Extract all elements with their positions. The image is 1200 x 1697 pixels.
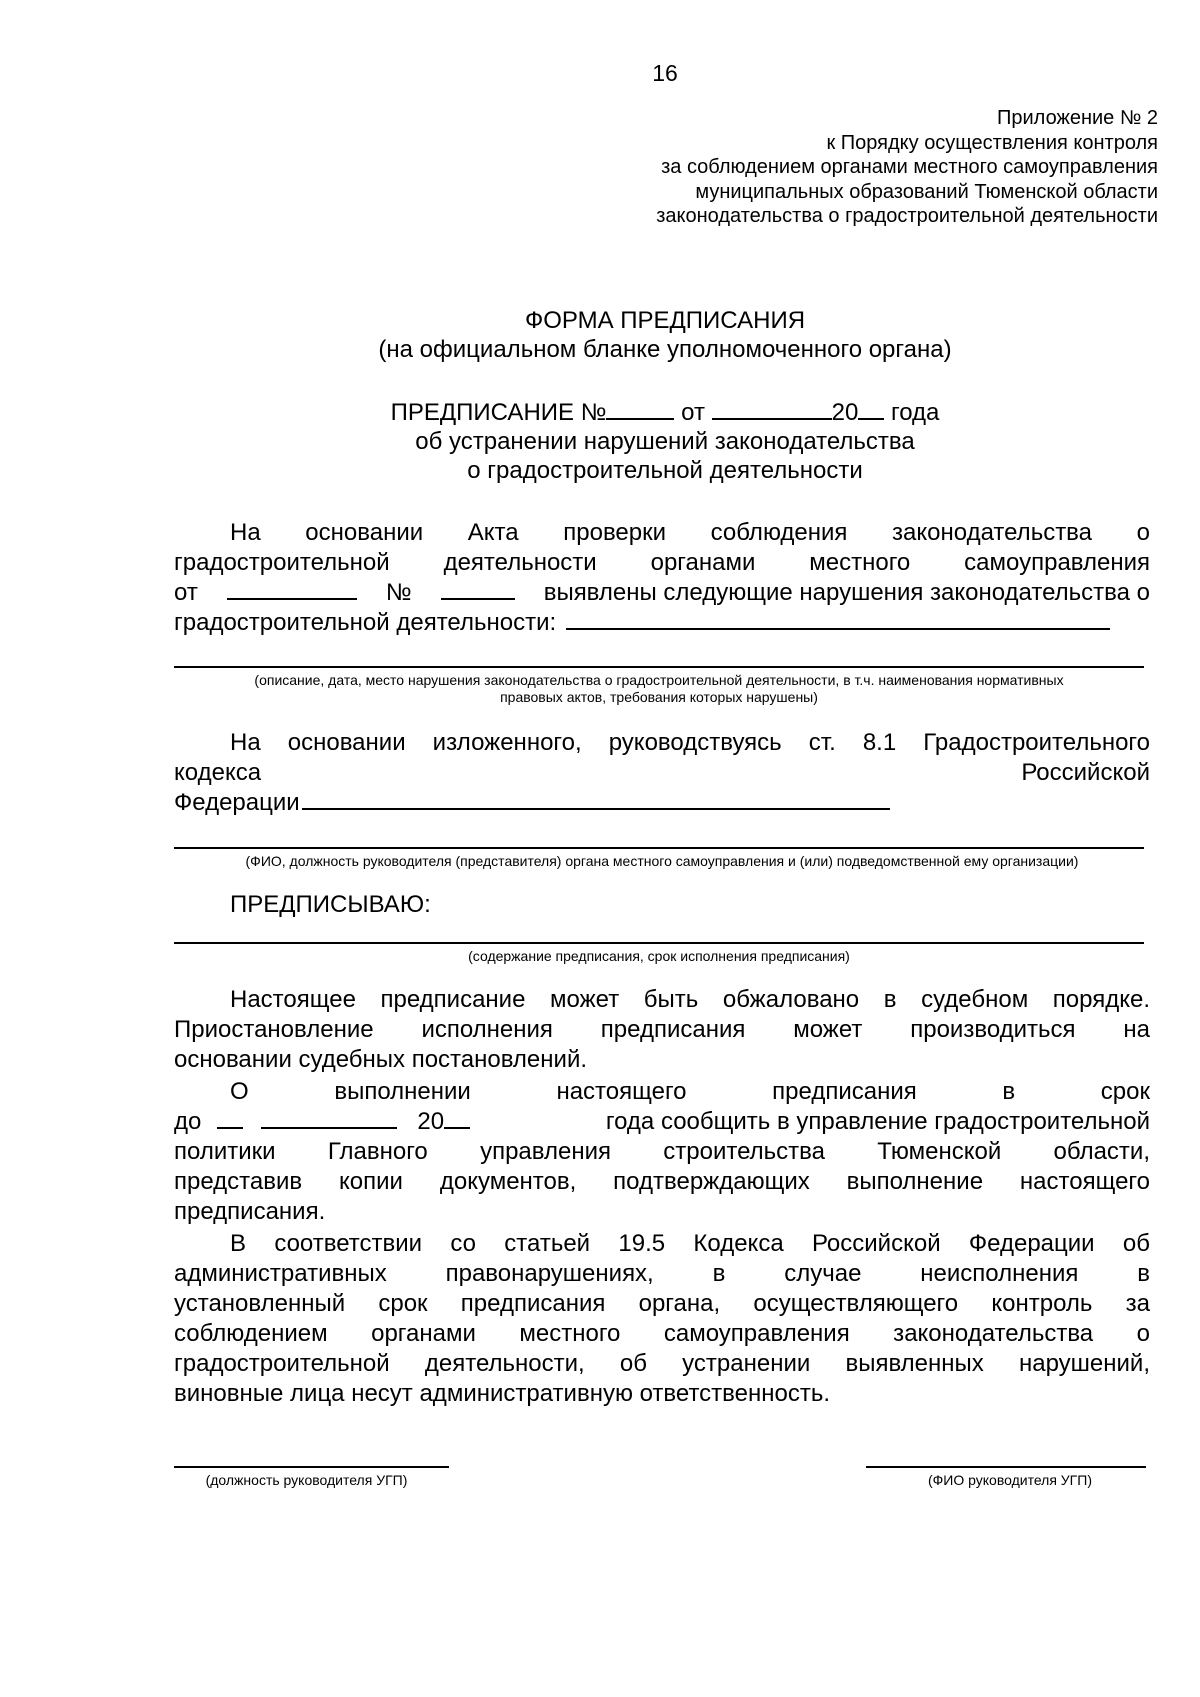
order-title-line: о градостроительной деятельности: [467, 457, 863, 484]
paragraph-text: градостроительной деятельности:: [174, 609, 557, 636]
official-line[interactable]: [174, 847, 1144, 849]
paragraph-text: выявлены следующие нарушения законодательства о: [543, 579, 1150, 606]
paragraph-line: [174, 788, 1150, 818]
paragraph-line: Настоящее предписание может быть обжаловано в судебном порядке.: [230, 986, 1150, 1013]
order-date-label: от: [674, 399, 712, 426]
violations-description-line[interactable]: [174, 666, 1144, 668]
paragraph-line: градостроительной деятельности органами местного самоуправления: [174, 549, 1150, 576]
act-date-blank[interactable]: [227, 580, 357, 600]
signature-name-caption: (ФИО руководителя УГП): [927, 1472, 1092, 1488]
order-title-line: [0, 398, 1200, 427]
paragraph-line: На основании изложенного, руководствуясь ст. 8.1 Градостроительного: [230, 729, 1150, 756]
official-caption: (ФИО, должность руководителя (представителя) органа местного самоуправления и (или) подведомственной ему организации): [245, 853, 1079, 869]
appendix-line: Приложение № 2: [997, 107, 1158, 129]
appendix-line: муниципальных образований Тюменской области: [695, 180, 1158, 203]
signature-position-caption: (должность руководителя УГП): [205, 1472, 408, 1488]
order-number-label: ПРЕДПИСАНИЕ №: [390, 399, 607, 426]
paragraph-line: установленный срок предписания органа, осуществляющего контроль за: [174, 1290, 1150, 1317]
page-number: 16: [652, 60, 678, 86]
caption-line: правовых актов, требования которых нарушены): [500, 689, 818, 705]
appendix-line: законодательства о градостроительной деятельности: [656, 205, 1158, 227]
paragraph-text: Федерации: [174, 789, 300, 816]
paragraph-report: [174, 1077, 1150, 1227]
prescription-content-line[interactable]: [174, 942, 1144, 944]
violations-blank[interactable]: [566, 610, 1110, 630]
order-year-prefix: 20: [831, 399, 859, 426]
deadline-month-blank[interactable]: [261, 1109, 397, 1129]
order-year-suffix: года: [884, 399, 940, 426]
order-number-blank[interactable]: [606, 400, 674, 420]
deadline-year-prefix: 20: [417, 1108, 445, 1135]
paragraph-line: соблюдением органами местного самоуправления законодательства о: [174, 1320, 1150, 1347]
paragraph-line: [174, 1107, 1150, 1137]
form-title-subtitle: (на официальном бланке уполномоченного органа): [378, 336, 952, 363]
paragraph-line: [174, 608, 1150, 638]
paragraph-line: [174, 578, 1150, 608]
order-date-blank[interactable]: [712, 400, 832, 420]
paragraph-line: основании судебных постановлений.: [174, 1046, 588, 1073]
order-title: [0, 398, 1200, 485]
paragraph-line: В соответствии со статьей 19.5 Кодекса Российской Федерации об: [230, 1230, 1150, 1257]
paragraph-line: О выполнении настоящего предписания в срок: [230, 1078, 1150, 1105]
signature-position-line[interactable]: [174, 1466, 449, 1468]
paragraph-text: года сообщить в управление градостроительной: [605, 1108, 1150, 1135]
paragraph-line: На основании Акта проверки соблюдения законодательства о: [230, 519, 1150, 546]
paragraph-line: представив копии документов, подтверждающих выполнение настоящего: [174, 1168, 1150, 1195]
paragraph-line: градостроительной деятельности, об устранении выявленных нарушений,: [174, 1350, 1150, 1377]
prescription-caption: (содержание предписания, срок исполнения предписания): [468, 948, 850, 964]
paragraph-basis: [174, 518, 1150, 638]
appendix-header: [656, 106, 1158, 229]
paragraph-line: политики Главного управления строительства Тюменской области,: [174, 1138, 1150, 1165]
act-date-label: от: [174, 579, 198, 606]
deadline-label: до: [174, 1108, 202, 1135]
violations-caption: [174, 672, 1144, 706]
paragraph-line: административных правонарушениях, в случае неисполнения в: [174, 1260, 1150, 1287]
deadline-day-blank[interactable]: [217, 1109, 243, 1129]
caption-line: (описание, дата, место нарушения законодательства о градостроительной деятельности, в т.ч. наименования нормативных: [254, 672, 1064, 688]
paragraph-appeal: [174, 985, 1150, 1075]
paragraph-line: кодекса Российской: [174, 759, 1150, 786]
paragraph-grounds: [174, 728, 1150, 818]
prescribe-heading: ПРЕДПИСЫВАЮ:: [230, 891, 431, 918]
deadline-year-blank[interactable]: [444, 1109, 470, 1129]
order-title-line: об устранении нарушений законодательства: [415, 428, 915, 455]
paragraph-line: предписания.: [174, 1198, 326, 1225]
act-number-label: №: [385, 579, 412, 606]
official-name-blank[interactable]: [302, 790, 890, 810]
signature-name-line[interactable]: [866, 1466, 1146, 1468]
paragraph-line: Приостановление исполнения предписания может производиться на: [174, 1016, 1150, 1043]
form-title: [0, 306, 1200, 364]
act-number-blank[interactable]: [441, 580, 515, 600]
form-title-line: ФОРМА ПРЕДПИСАНИЯ: [524, 307, 806, 334]
appendix-line: за соблюдением органами местного самоуправления: [661, 156, 1158, 178]
appendix-line: к Порядку осуществления контроля: [826, 131, 1158, 154]
paragraph-line: виновные лица несут административную ответственность.: [174, 1380, 831, 1407]
order-year-blank[interactable]: [858, 400, 884, 420]
paragraph-liability: [174, 1229, 1150, 1409]
